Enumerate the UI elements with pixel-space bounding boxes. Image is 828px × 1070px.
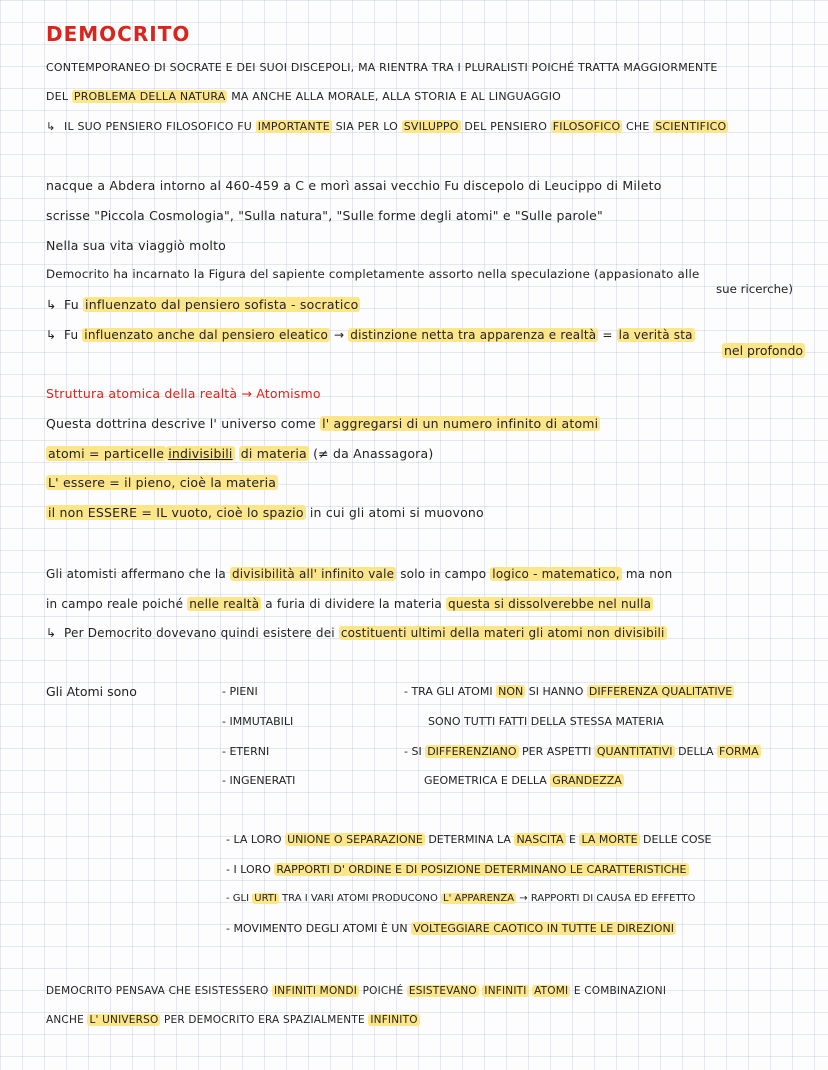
atoms-prop: - INGENERATI xyxy=(222,774,296,787)
text-span: Per Democrito dovevano quindi esistere dei xyxy=(64,626,335,640)
highlight: VOLTEGGIARE CAOTICO IN TUTTE LE DIREZIONI xyxy=(413,922,674,935)
text-span: DETERMINA LA xyxy=(428,833,511,846)
page-title: DEMOCRITO xyxy=(46,22,191,46)
text-span: PER DEMOCRITO ERA SPAZIALMENTE xyxy=(163,1014,365,1026)
arrow-icon: ↳ xyxy=(46,328,57,342)
atoms-right-3 xyxy=(404,744,761,760)
text-span: - I LORO xyxy=(226,863,271,876)
highlight: logico - matematico, xyxy=(492,567,620,581)
highlight: divisibilità all' infinito vale xyxy=(231,567,395,581)
highlight: SVILUPPO xyxy=(403,120,459,133)
text-span: POICHÉ xyxy=(362,985,404,997)
text-span: Questa dottrina descrive l' universo come xyxy=(46,416,316,431)
highlight: influenzato dal pensiero sofista - socratico xyxy=(85,297,359,312)
text-span: Gli atomisti affermano che la xyxy=(46,567,226,581)
highlight: NON xyxy=(498,685,524,698)
text-span: ANCHE xyxy=(46,1014,84,1026)
highlight: FILOSOFICO xyxy=(552,120,621,133)
atoms-prop: - IMMUTABILI xyxy=(222,715,294,728)
text-span: - SI xyxy=(404,745,422,758)
bio-line-1: nacque a Abdera intorno al 460-459 a C e morì assai vecchio Fu discepolo di Leucippo di Mileto xyxy=(46,178,662,193)
arrow-icon: ↳ xyxy=(46,297,57,312)
laws-line-1 xyxy=(226,832,711,848)
highlight: indivisibili xyxy=(168,446,233,461)
text-span: = xyxy=(602,328,613,342)
highlight: questa si dissolverebbe nel nulla xyxy=(448,597,652,611)
highlight: RAPPORTI D' ORDINE E DI POSIZIONE DETERMINANO LE CARATTERISTICHE xyxy=(276,863,687,876)
end-line-2 xyxy=(46,1012,420,1028)
text-span: Fu xyxy=(64,328,79,342)
text-span: - LA LORO xyxy=(226,833,282,846)
laws-line-3: - GLI URTI TRA I VARI ATOMI PRODUCONO L' APPARENZA → RAPPORTI DI CAUSA ED EFFETTO xyxy=(226,893,696,904)
text-span: Fu xyxy=(64,297,79,312)
highlight: L' APPARENZA xyxy=(443,893,515,904)
highlight: INFINITI xyxy=(484,985,527,997)
text-span: MA ANCHE ALLA MORALE, ALLA STORIA E AL LINGUAGGIO xyxy=(231,90,562,103)
highlight: GRANDEZZA xyxy=(552,774,622,787)
bio-line-4b: sue ricerche) xyxy=(716,282,793,296)
text-span: (≠ da Anassagora) xyxy=(313,446,434,461)
text-span: E xyxy=(569,833,576,846)
intro-line-2 xyxy=(46,89,561,105)
div-line-2 xyxy=(46,596,653,612)
text-span: - TRA GLI ATOMI xyxy=(404,685,493,698)
atoms-label: Gli Atomi sono xyxy=(46,684,137,699)
highlight: atomi = particelle xyxy=(48,446,165,461)
highlight: IMPORTANTE xyxy=(257,120,330,133)
highlight: INFINITO xyxy=(370,1014,418,1026)
highlight: UNIONE O SEPARAZIONE xyxy=(287,833,423,846)
highlight: influenzato anche dal pensiero eleatico xyxy=(84,328,328,342)
atoms-prop: - PIENI xyxy=(222,685,258,698)
text-span: solo in campo xyxy=(400,567,487,581)
text-span: DEL PENSIERO xyxy=(464,120,548,133)
laws-line-2 xyxy=(226,862,689,878)
highlight: distinzione netta tra apparenza e realtà xyxy=(350,328,597,342)
highlight: URTI xyxy=(254,893,277,904)
bio-line-6: ↳ Fu influenzato anche dal pensiero eleatico → distinzione netta tra apparenza e realtà = la verità sta xyxy=(46,328,693,342)
struct-line-3 xyxy=(46,475,278,491)
section-heading-atomism: Struttura atomica della realtà → Atomismo xyxy=(46,386,321,401)
highlight: di materia xyxy=(240,446,307,461)
text-span: DELLE COSE xyxy=(643,833,712,846)
bio-line-4: Democrito ha incarnato la Figura del sapiente completamente assorto nella speculazione (appasionato alle xyxy=(46,267,700,281)
div-line-1 xyxy=(46,566,672,582)
highlight: nel profondo xyxy=(724,343,804,358)
atoms-right-1 xyxy=(404,684,734,700)
highlight: QUANTITATIVI xyxy=(596,745,673,758)
bio-line-2: scrisse "Piccola Cosmologia", "Sulla natura", "Sulle forme degli atomi" e "Sulle parole" xyxy=(46,208,603,223)
laws-line-4 xyxy=(226,921,676,937)
text-span: E COMBINAZIONI xyxy=(573,985,667,997)
text-span: TRA I VARI ATOMI PRODUCONO xyxy=(282,893,438,904)
arrow-icon: ↳ xyxy=(46,120,56,133)
text-span: IL SUO PENSIERO FILOSOFICO FU xyxy=(64,120,253,133)
text-span: CHE xyxy=(626,120,650,133)
atoms-right-4 xyxy=(424,773,624,789)
struct-line-4 xyxy=(46,505,484,521)
text-span: DEL xyxy=(46,90,69,103)
bio-line-5 xyxy=(46,297,360,313)
end-line-1 xyxy=(46,983,666,999)
highlight: ATOMI xyxy=(534,985,569,997)
text-span: - MOVIMENTO DEGLI ATOMI È UN xyxy=(226,922,408,935)
highlight: l' aggregarsi di un numero infinito di atomi xyxy=(322,416,599,431)
bio-line-6b xyxy=(722,343,805,359)
highlight: DIFFERENZA QUALITATIVE xyxy=(588,685,733,698)
struct-line-1 xyxy=(46,416,600,432)
highlight: L' essere = il pieno, cioè la materia xyxy=(48,475,277,490)
atoms-right-2: SONO TUTTI FATTI DELLA STESSA MATERIA xyxy=(428,715,664,728)
highlight: NASCITA xyxy=(516,833,564,846)
text-span: a furia di dividere la materia xyxy=(265,597,442,611)
highlight: PROBLEMA DELLA NATURA xyxy=(73,90,226,103)
text-span: Atomismo xyxy=(256,386,321,401)
highlight: DIFFERENZIANO xyxy=(427,745,517,758)
text-span: in campo reale poiché xyxy=(46,597,184,611)
highlight: costituenti ultimi della materi gli atomi non divisibili xyxy=(340,626,665,640)
text-span: DELLA xyxy=(678,745,714,758)
text-span: SIA PER LO xyxy=(335,120,398,133)
text-span: Struttura atomica della realtà xyxy=(46,386,238,401)
highlight: la verità sta xyxy=(618,328,693,342)
highlight: nelle realtà xyxy=(189,597,260,611)
highlight: INFINITI MONDI xyxy=(274,985,358,997)
highlight: SCIENTIFICO xyxy=(655,120,727,133)
text-span: GEOMETRICA E DELLA xyxy=(424,774,547,787)
text-span: DEMOCRITO PENSAVA CHE ESISTESSERO xyxy=(46,985,269,997)
text-span: - GLI xyxy=(226,893,250,904)
text-span: ma non xyxy=(625,567,673,581)
div-line-3 xyxy=(46,625,667,641)
highlight: FORMA xyxy=(719,745,759,758)
text-span: in cui gli atomi si muovono xyxy=(309,505,484,520)
bio-line-3: Nella sua vita viaggiò molto xyxy=(46,238,227,253)
atoms-prop: - ETERNI xyxy=(222,745,270,758)
text-span: PER ASPETTI xyxy=(522,745,592,758)
text-span: RAPPORTI DI CAUSA ED EFFETTO xyxy=(530,893,696,904)
struct-line-2 xyxy=(46,446,433,462)
arrow-icon: ↳ xyxy=(46,626,57,640)
intro-line-3 xyxy=(46,119,728,135)
intro-line-1: CONTEMPORANEO DI SOCRATE E DEI SUOI DISCEPOLI, MA RIENTRA TRA I PLURALISTI POICHÉ TRATTA MAGGIORMENTE xyxy=(46,61,718,74)
highlight: il non ESSERE = IL vuoto, cioè lo spazio xyxy=(48,505,304,520)
text-span: SI HANNO xyxy=(528,685,584,698)
highlight: L' UNIVERSO xyxy=(89,1014,159,1026)
highlight: LA MORTE xyxy=(581,833,638,846)
highlight: ESISTEVANO xyxy=(408,985,477,997)
